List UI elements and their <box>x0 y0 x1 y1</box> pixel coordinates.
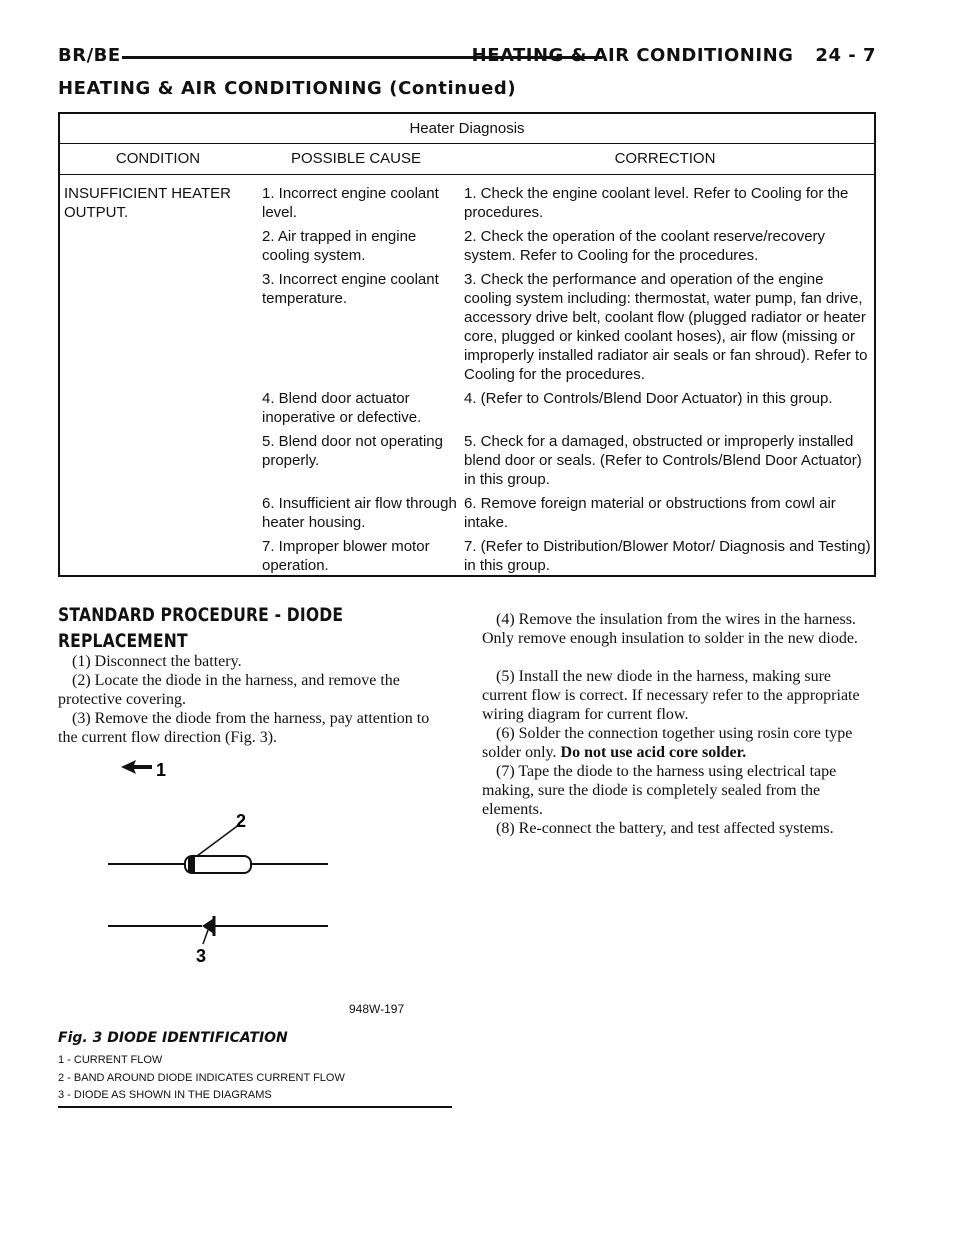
step-2: (2) Locate the diode in the harness, and remove the protective covering. <box>58 672 400 708</box>
step-6-text: (6) Solder the connection together using rosin core type solder only. <box>482 725 853 761</box>
column-header-condition: CONDITION <box>115 150 201 167</box>
cause-cell-2: 2. Air trapped in engine cooling system. <box>262 228 417 264</box>
step-6 <box>482 724 876 762</box>
diode-band <box>188 856 195 873</box>
callout-2-leader <box>197 824 240 856</box>
cause-cell-6: 6. Insufficient air flow through heater housing. <box>262 495 457 531</box>
heater-diagnosis-table <box>58 112 876 577</box>
step-5: (5) Install the new diode in the harness, making sure current flow is correct. If necessary refer to the appropriate wiring diagram for current flow. <box>482 668 860 723</box>
running-header <box>58 43 876 73</box>
figure-rule <box>58 1106 452 1108</box>
current-flow-arrow-head <box>121 760 152 774</box>
step-7: (7) Tape the diode to the harness using electrical tape making, sure the diode is completely sealed from the elements. <box>482 763 837 818</box>
header-right <box>472 45 876 66</box>
diode-illustration <box>100 752 430 1020</box>
cause-cell-3: 3. Incorrect engine coolant temperature. <box>262 271 439 307</box>
table-header-row <box>60 144 874 175</box>
correction-cell-3: 3. Check the performance and operation of the engine cooling system including: thermostat, water pump, fan drive, accessory drive belt, coolant flow (plugged radiator or heater core, plugged or kinked coolant hoses), air flow (missing or improperly installed radiator air seals or fan shroud). Refer to Cooling for the procedures. <box>464 271 868 383</box>
table-title: Heater Diagnosis <box>60 114 874 144</box>
procedure-heading: STANDARD PROCEDURE - DIODE REPLACEMENT <box>58 604 344 652</box>
correction-cell-7: 7. (Refer to Distribution/Blower Motor/ Diagnosis and Testing) in this group. <box>464 538 871 574</box>
step-6-warning: Do not use acid core solder. <box>560 744 747 761</box>
legend-item-2: 2 - BAND AROUND DIODE INDICATES CURRENT FLOW <box>58 1072 345 1084</box>
correction-cell-6: 6. Remove foreign material or obstructions from cowl air intake. <box>464 495 836 531</box>
section-title: HEATING & AIR CONDITIONING <box>471 45 794 66</box>
correction-cell-4: 4. (Refer to Controls/Blend Door Actuator) in this group. <box>464 390 833 407</box>
correction-cell-5: 5. Check for a damaged, obstructed or improperly installed blend door or seals. (Refer to Controls/Blend Door Actuator) in this group. <box>464 433 862 488</box>
callout-3: 3 <box>196 946 207 966</box>
step-1: (1) Disconnect the battery. <box>72 653 242 670</box>
step-4: (4) Remove the insulation from the wires in the harness. Only remove enough insulation to solder in the new diode. <box>482 611 858 647</box>
cause-cell-1: 1. Incorrect engine coolant level. <box>262 185 439 221</box>
continued-heading: HEATING & AIR CONDITIONING (Continued) <box>58 78 517 99</box>
condition-cell: INSUFFICIENT HEATER OUTPUT. <box>64 185 231 221</box>
callout-3-leader <box>203 930 208 944</box>
callout-1: 1 <box>156 760 167 780</box>
column-header-possible-cause: POSSIBLE CAUSE <box>290 150 422 167</box>
page-number: 24 - 7 <box>815 45 876 66</box>
correction-cell-2: 2. Check the operation of the coolant reserve/recovery system. Refer to Cooling for the procedures. <box>464 228 826 264</box>
callout-2: 2 <box>236 811 247 831</box>
figure-title: Fig. 3 DIODE IDENTIFICATION <box>58 1030 288 1046</box>
figure-id: 948W-197 <box>349 1002 405 1016</box>
step-8: (8) Re-connect the battery, and test affected systems. <box>496 820 834 837</box>
model-code: BR/BE <box>58 45 121 66</box>
cause-cell-5: 5. Blend door not operating properly. <box>262 433 443 469</box>
step-3: (3) Remove the diode from the harness, pay attention to the current flow direction (Fig. 3). <box>58 710 430 746</box>
legend-item-3: 3 - DIODE AS SHOWN IN THE DIAGRAMS <box>58 1089 272 1101</box>
cause-cell-4: 4. Blend door actuator inoperative or defective. <box>262 390 422 426</box>
legend-item-1: 1 - CURRENT FLOW <box>58 1054 163 1066</box>
column-header-correction: CORRECTION <box>614 150 716 167</box>
correction-cell-1: 1. Check the engine coolant level. Refer to Cooling for the procedures. <box>464 185 849 221</box>
cause-cell-7: 7. Improper blower motor operation. <box>262 538 430 574</box>
